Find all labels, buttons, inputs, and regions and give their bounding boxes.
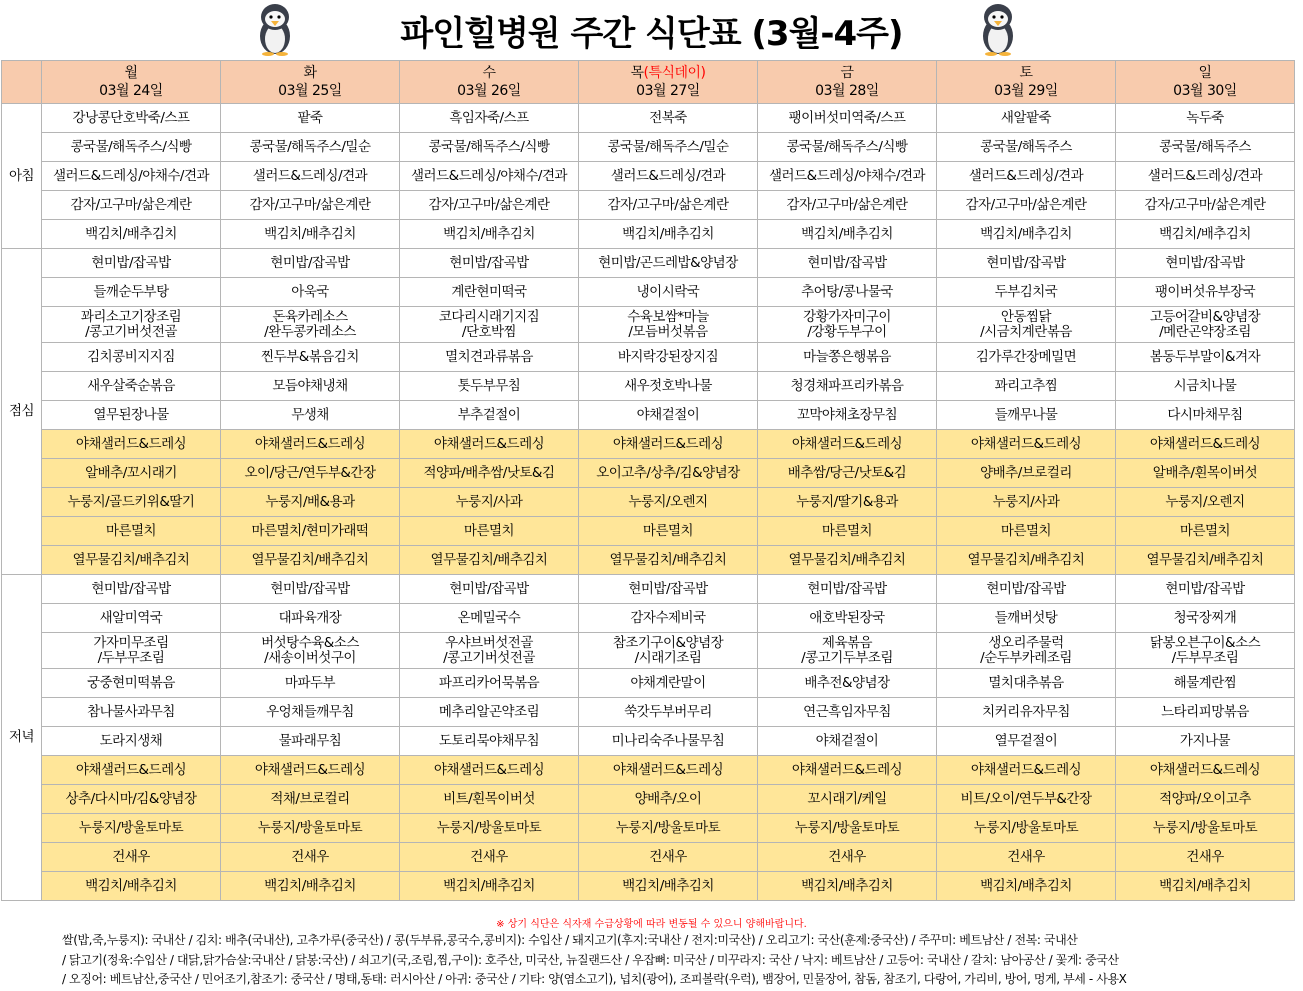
menu-item: 팽이버섯미역죽/스프 <box>758 104 937 133</box>
menu-item: 현미밥/잡곡밥 <box>400 575 579 604</box>
menu-item: 참나물사과무침 <box>42 698 221 727</box>
menu-item: 현미밥/잡곡밥 <box>758 575 937 604</box>
menu-item: 녹두죽 <box>1116 104 1295 133</box>
menu-item-multiline <box>1116 307 1295 343</box>
menu-item: 시금치나물 <box>1116 372 1295 401</box>
menu-item: 새우젓호박나물 <box>579 372 758 401</box>
day-date: 03월 30일 <box>1173 83 1237 99</box>
menu-item: 건새우 <box>400 843 579 872</box>
menu-item: 계란현미떡국 <box>400 278 579 307</box>
day-name: 수 <box>482 65 496 81</box>
menu-item: 적양파/오이고추 <box>1116 785 1295 814</box>
menu-item: 마른멸치 <box>758 517 937 546</box>
menu-item-line: /단호박찜 <box>461 323 517 340</box>
origin-info-line: / 닭고기(정육:수입산 / 대닭,닭가슴살:국내산 / 닭봉:국산) / 쇠고기(국,조림,찜,구이): 호주산, 미국산, 뉴질랜드산 / 우잡뼈: 미국산 / 미꾸라지: 국산 / 낙지: 베트남산 / 고등어: 국내산 / 갈치: 남아공산 / 꽃게: 중국산 <box>62 952 1119 967</box>
menu-item: 부추겉절이 <box>400 401 579 430</box>
menu-item: 백김치/배추김치 <box>221 872 400 901</box>
menu-item: 꽈리고추찜 <box>937 372 1116 401</box>
menu-item: 샐러드&드레싱/야채수/견과 <box>42 162 221 191</box>
menu-item: 팽이버섯유부장국 <box>1116 278 1295 307</box>
notes-section <box>0 918 1303 991</box>
menu-item: 도토리묵야채무침 <box>400 727 579 756</box>
menu-item-multiline <box>400 307 579 343</box>
menu-item: 건새우 <box>42 843 221 872</box>
menu-item: 야채샐러드&드레싱 <box>579 756 758 785</box>
menu-item-line: /완두콩카레소스 <box>264 323 356 340</box>
menu-item: 야채샐러드&드레싱 <box>221 430 400 459</box>
menu-item: 백김치/배추김치 <box>579 872 758 901</box>
menu-item: 백김치/배추김치 <box>42 872 221 901</box>
menu-item-line: /강황두부구이 <box>807 323 887 340</box>
menu-item: 콩국물/해독주스/식빵 <box>42 133 221 162</box>
menu-item: 건새우 <box>937 843 1116 872</box>
menu-item: 들깨버섯탕 <box>937 604 1116 633</box>
menu-item-line: 가자미무조림 <box>93 634 169 651</box>
day-name: 금 <box>840 65 854 81</box>
menu-item: 열무물김치/배추김치 <box>1116 546 1295 575</box>
menu-item: 감자/고구마/삶은계란 <box>42 191 221 220</box>
menu-item: 새우살죽순볶음 <box>42 372 221 401</box>
menu-item: 알배추/흰목이버섯 <box>1116 459 1295 488</box>
menu-item: 궁중현미떡볶음 <box>42 669 221 698</box>
menu-item: 온메밀국수 <box>400 604 579 633</box>
menu-item: 물파래무침 <box>221 727 400 756</box>
menu-item-line: /두부무조림 <box>1171 649 1239 666</box>
change-notice: ※ 상기 식단은 식자재 수급상황에 따라 변동될 수 있으니 양해바랍니다. <box>496 919 807 930</box>
menu-item-multiline <box>758 633 937 669</box>
menu-item: 열무물김치/배추김치 <box>221 546 400 575</box>
menu-item-multiline <box>937 633 1116 669</box>
menu-item-line: /순두부카레조림 <box>980 649 1072 666</box>
menu-item-multiline <box>221 633 400 669</box>
menu-item: 콩국물/해독주스/식빵 <box>758 133 937 162</box>
menu-item: 백김치/배추김치 <box>400 220 579 249</box>
menu-item: 누룽지/방울토마토 <box>1116 814 1295 843</box>
menu-item: 마른멸치 <box>937 517 1116 546</box>
menu-item: 현미밥/잡곡밥 <box>579 575 758 604</box>
menu-item-line: /콩고기두부조림 <box>801 649 893 666</box>
menu-item: 야채샐러드&드레싱 <box>937 430 1116 459</box>
menu-item-line: /메란곤약장조림 <box>1159 323 1251 340</box>
menu-item: 미나리숙주나물무침 <box>579 727 758 756</box>
menu-item: 백김치/배추김치 <box>1116 872 1295 901</box>
menu-item: 애호박된장국 <box>758 604 937 633</box>
menu-item: 배추쌈/당근/낫토&김 <box>758 459 937 488</box>
menu-item-line: 닭봉오븐구이&소스 <box>1149 634 1261 651</box>
menu-item-multiline <box>758 307 937 343</box>
menu-item: 야채샐러드&드레싱 <box>937 756 1116 785</box>
menu-item: 도라지생채 <box>42 727 221 756</box>
menu-item: 건새우 <box>221 843 400 872</box>
menu-item: 현미밥/잡곡밥 <box>42 575 221 604</box>
menu-item: 백김치/배추김치 <box>937 220 1116 249</box>
menu-item: 콩국물/해독주스 <box>937 133 1116 162</box>
menu-item: 감자/고구마/삶은계란 <box>1116 191 1295 220</box>
menu-item: 누룽지/오렌지 <box>1116 488 1295 517</box>
menu-item-line: 참조기구이&양념장 <box>612 634 724 651</box>
menu-item: 마파두부 <box>221 669 400 698</box>
day-header <box>400 61 579 104</box>
menu-item: 가지나물 <box>1116 727 1295 756</box>
menu-item: 샐러드&드레싱/야채수/견과 <box>400 162 579 191</box>
menu-item: 콩국물/해독주스/밀순 <box>221 133 400 162</box>
menu-item: 양배추/오이 <box>579 785 758 814</box>
menu-item-line: /새송이버섯구이 <box>264 649 356 666</box>
day-header <box>758 61 937 104</box>
menu-item: 열무겉절이 <box>937 727 1116 756</box>
menu-item: 우엉채들깨무침 <box>221 698 400 727</box>
day-header <box>221 61 400 104</box>
menu-item-line: 코다리시래기지짐 <box>438 308 540 325</box>
menu-item: 청국장찌개 <box>1116 604 1295 633</box>
menu-item: 마른멸치 <box>1116 517 1295 546</box>
menu-item: 청경채파프리카볶음 <box>758 372 937 401</box>
menu-item: 들깨순두부탕 <box>42 278 221 307</box>
menu-item: 마른멸치 <box>42 517 221 546</box>
menu-item-multiline <box>937 307 1116 343</box>
menu-item: 감자/고구마/삶은계란 <box>400 191 579 220</box>
menu-item: 열무물김치/배추김치 <box>758 546 937 575</box>
menu-item: 백김치/배추김치 <box>221 220 400 249</box>
day-date: 03월 26일 <box>457 83 521 99</box>
menu-item: 건새우 <box>1116 843 1295 872</box>
menu-item: 비트/흰목이버섯 <box>400 785 579 814</box>
menu-item: 누룽지/방울토마토 <box>579 814 758 843</box>
menu-item: 열무물김치/배추김치 <box>400 546 579 575</box>
menu-item-line: 우샤브버섯전골 <box>445 634 533 651</box>
menu-item-line: 돈육카레소스 <box>272 308 348 325</box>
menu-item-line: 수육보쌈*마늘 <box>627 308 709 325</box>
menu-item: 감자/고구마/삶은계란 <box>937 191 1116 220</box>
menu-item: 백김치/배추김치 <box>937 872 1116 901</box>
menu-item: 다시마채무침 <box>1116 401 1295 430</box>
day-header <box>579 61 758 104</box>
menu-item: 상추/다시마/김&양념장 <box>42 785 221 814</box>
menu-item: 야채샐러드&드레싱 <box>42 430 221 459</box>
menu-item-multiline <box>221 307 400 343</box>
menu-item: 김가루간장메밀면 <box>937 343 1116 372</box>
menu-item: 백김치/배추김치 <box>579 220 758 249</box>
menu-item: 누룽지/방울토마토 <box>758 814 937 843</box>
menu-item: 누룽지/방울토마토 <box>937 814 1116 843</box>
menu-item: 마른멸치 <box>400 517 579 546</box>
menu-item: 백김치/배추김치 <box>1116 220 1295 249</box>
menu-item: 콩국물/해독주스 <box>1116 133 1295 162</box>
day-date: 03월 24일 <box>99 83 163 99</box>
menu-item: 냉이시락국 <box>579 278 758 307</box>
menu-item: 샐러드&드레싱/야채수/견과 <box>758 162 937 191</box>
menu-item: 꼬시래기/케일 <box>758 785 937 814</box>
menu-item: 샐러드&드레싱/견과 <box>579 162 758 191</box>
menu-item: 야채샐러드&드레싱 <box>758 756 937 785</box>
menu-item-line: 꽈리소고기장조림 <box>80 308 182 325</box>
menu-item: 아욱국 <box>221 278 400 307</box>
menu-item-line: 고등어갈비&양념장 <box>1149 308 1261 325</box>
menu-item-line: /두부무조림 <box>97 649 165 666</box>
menu-item: 열무된장나물 <box>42 401 221 430</box>
header-corner <box>2 61 42 104</box>
menu-item: 알배추/꼬시래기 <box>42 459 221 488</box>
menu-item: 현미밥/잡곡밥 <box>400 249 579 278</box>
menu-item: 톳두부무침 <box>400 372 579 401</box>
menu-item: 야채샐러드&드레싱 <box>42 756 221 785</box>
menu-item: 오이/당근/연두부&간장 <box>221 459 400 488</box>
menu-item: 적양파/배추쌈/낫토&김 <box>400 459 579 488</box>
menu-item: 누룽지/사과 <box>400 488 579 517</box>
day-header <box>42 61 221 104</box>
menu-item-multiline <box>42 633 221 669</box>
menu-item-line: /콩고기버섯전골 <box>443 649 535 666</box>
menu-item: 현미밥/잡곡밥 <box>42 249 221 278</box>
menu-item: 마른멸치 <box>579 517 758 546</box>
day-date: 03월 25일 <box>278 83 342 99</box>
menu-item: 누룽지/딸기&용과 <box>758 488 937 517</box>
menu-item: 새알미역국 <box>42 604 221 633</box>
menu-item: 치커리유자무침 <box>937 698 1116 727</box>
menu-item: 야채샐러드&드레싱 <box>400 430 579 459</box>
menu-item: 현미밥/잡곡밥 <box>221 249 400 278</box>
menu-item: 야채샐러드&드레싱 <box>400 756 579 785</box>
menu-item-line: 제육볶음 <box>821 634 873 651</box>
menu-item: 느타리피망볶음 <box>1116 698 1295 727</box>
menu-item: 야채샐러드&드레싱 <box>221 756 400 785</box>
meal-label: 점심 <box>2 249 42 575</box>
menu-item: 현미밥/잡곡밥 <box>221 575 400 604</box>
menu-item: 전복죽 <box>579 104 758 133</box>
menu-item-line: 생오리주물럭 <box>988 634 1064 651</box>
day-date: 03월 28일 <box>815 83 879 99</box>
menu-item-line: /시래기조림 <box>634 649 702 666</box>
penguin-mascot-icon <box>975 2 1021 56</box>
menu-item: 감자/고구마/삶은계란 <box>221 191 400 220</box>
special-day-label: (특식데이) <box>643 65 706 81</box>
menu-item: 야채겉절이 <box>758 727 937 756</box>
menu-item: 멸치대추볶음 <box>937 669 1116 698</box>
meal-label: 아침 <box>2 104 42 249</box>
menu-item: 해물계란찜 <box>1116 669 1295 698</box>
menu-item: 양배추/브로컬리 <box>937 459 1116 488</box>
menu-item: 현미밥/잡곡밥 <box>937 575 1116 604</box>
menu-item-line: 안동찜닭 <box>1000 308 1052 325</box>
menu-item: 현미밥/잡곡밥 <box>1116 249 1295 278</box>
menu-item: 연근흑임자무침 <box>758 698 937 727</box>
menu-item-line: 강황가자미구이 <box>803 308 891 325</box>
menu-item: 꼬막야채초장무침 <box>758 401 937 430</box>
day-name: 화 <box>303 65 317 81</box>
menu-item: 누룽지/사과 <box>937 488 1116 517</box>
menu-item-line: /콩고기버섯전골 <box>85 323 177 340</box>
menu-item: 야채샐러드&드레싱 <box>579 430 758 459</box>
day-name: 일 <box>1198 65 1212 81</box>
origin-info-line: 쌀(밥,죽,누룽지): 국내산 / 김치: 배추(국내산), 고추가루(중국산) / 콩(두부류,콩국수,콩비지): 수입산 / 돼지고기(후지:국내산 / 전지:미국산) / 오리고기: 국산(훈제:중국산) / 주꾸미: 베트남산 / 전복: 국내산 <box>62 933 1078 947</box>
menu-item: 백김치/배추김치 <box>400 872 579 901</box>
menu-item: 바지락강된장지짐 <box>579 343 758 372</box>
menu-item: 현미밥/잡곡밥 <box>758 249 937 278</box>
menu-item-multiline <box>579 633 758 669</box>
menu-item: 건새우 <box>579 843 758 872</box>
menu-item: 백김치/배추김치 <box>42 220 221 249</box>
day-date: 03월 29일 <box>994 83 1058 99</box>
menu-item-multiline <box>579 307 758 343</box>
menu-item: 적채/브로컬리 <box>221 785 400 814</box>
menu-item: 오이고추/상추/김&양념장 <box>579 459 758 488</box>
menu-item: 누룽지/방울토마토 <box>400 814 579 843</box>
menu-item: 비트/오이/연두부&간장 <box>937 785 1116 814</box>
page-title: 파인힐병원 주간 식단표 (3월-4주) <box>400 14 903 54</box>
menu-item: 팥죽 <box>221 104 400 133</box>
menu-item: 샐러드&드레싱/견과 <box>937 162 1116 191</box>
menu-item: 콩국물/해독주스/밀순 <box>579 133 758 162</box>
menu-item: 모듬야채냉채 <box>221 372 400 401</box>
menu-item: 열무물김치/배추김치 <box>579 546 758 575</box>
menu-item: 마른멸치/현미가래떡 <box>221 517 400 546</box>
menu-item: 감자/고구마/삶은계란 <box>579 191 758 220</box>
menu-item: 야채샐러드&드레싱 <box>758 430 937 459</box>
menu-item-multiline <box>1116 633 1295 669</box>
menu-item-line: /모듬버섯볶음 <box>628 323 708 340</box>
menu-item: 건새우 <box>758 843 937 872</box>
menu-item: 추어탕/콩나물국 <box>758 278 937 307</box>
menu-item: 열무물김치/배추김치 <box>42 546 221 575</box>
menu-item-line: 버섯탕수육&소스 <box>261 634 359 651</box>
menu-item: 누룽지/방울토마토 <box>42 814 221 843</box>
menu-item: 들깨무나물 <box>937 401 1116 430</box>
menu-item: 김치콩비지지짐 <box>42 343 221 372</box>
menu-item: 야채샐러드&드레싱 <box>1116 430 1295 459</box>
menu-item: 누룽지/골드키위&딸기 <box>42 488 221 517</box>
day-name: 목 <box>630 65 644 81</box>
day-name: 토 <box>1019 65 1033 81</box>
menu-item-multiline <box>400 633 579 669</box>
menu-item: 강낭콩단호박죽/스프 <box>42 104 221 133</box>
menu-item: 새알팥죽 <box>937 104 1116 133</box>
menu-item: 누룽지/오렌지 <box>579 488 758 517</box>
menu-item: 봄동두부말이&겨자 <box>1116 343 1295 372</box>
menu-item: 대파육개장 <box>221 604 400 633</box>
menu-item: 쑥갓두부버무리 <box>579 698 758 727</box>
menu-item: 현미밥/곤드레밥&양념장 <box>579 249 758 278</box>
weekly-menu-table <box>1 60 1295 901</box>
menu-item: 찐두부&볶음김치 <box>221 343 400 372</box>
day-name: 월 <box>124 65 138 81</box>
menu-item: 열무물김치/배추김치 <box>937 546 1116 575</box>
menu-item: 흑임자죽/스프 <box>400 104 579 133</box>
menu-item: 야채샐러드&드레싱 <box>1116 756 1295 785</box>
menu-item: 배추전&양념장 <box>758 669 937 698</box>
menu-item: 백김치/배추김치 <box>758 220 937 249</box>
header <box>0 0 1303 60</box>
menu-item: 콩국물/해독주스/식빵 <box>400 133 579 162</box>
menu-item: 누룽지/배&용과 <box>221 488 400 517</box>
menu-item: 샐러드&드레싱/견과 <box>221 162 400 191</box>
day-header <box>1116 61 1295 104</box>
menu-item: 무생채 <box>221 401 400 430</box>
menu-item: 파프리카어묵볶음 <box>400 669 579 698</box>
menu-item-multiline <box>42 307 221 343</box>
menu-item: 현미밥/잡곡밥 <box>937 249 1116 278</box>
menu-item: 감자수제비국 <box>579 604 758 633</box>
day-date: 03월 27일 <box>636 83 700 99</box>
day-header <box>937 61 1116 104</box>
menu-item: 멸치견과류볶음 <box>400 343 579 372</box>
menu-item: 샐러드&드레싱/견과 <box>1116 162 1295 191</box>
menu-item: 백김치/배추김치 <box>758 872 937 901</box>
menu-item: 메추리알곤약조림 <box>400 698 579 727</box>
origin-info-line: / 오징어: 베트남산,중국산 / 민어조기,참조기: 중국산 / 명태,동태: 러시아산 / 아귀: 중국산 / 기타: 양(염소고기), 넙치(광어), 조피볼락(우럭), 뱀장어, 민물장어, 참돔, 참조기, 다랑어, 가리비, 방어, 멍게, 부세 - 사용X <box>62 972 1127 986</box>
menu-item: 두부김치국 <box>937 278 1116 307</box>
meal-label: 저녁 <box>2 575 42 901</box>
menu-item: 감자/고구마/삶은계란 <box>758 191 937 220</box>
menu-item: 누룽지/방울토마토 <box>221 814 400 843</box>
menu-item-line: /시금치계란볶음 <box>980 323 1072 340</box>
menu-item: 야채겉절이 <box>579 401 758 430</box>
menu-item: 현미밥/잡곡밥 <box>1116 575 1295 604</box>
menu-item: 마늘쫑은행볶음 <box>758 343 937 372</box>
menu-item: 야채계란말이 <box>579 669 758 698</box>
